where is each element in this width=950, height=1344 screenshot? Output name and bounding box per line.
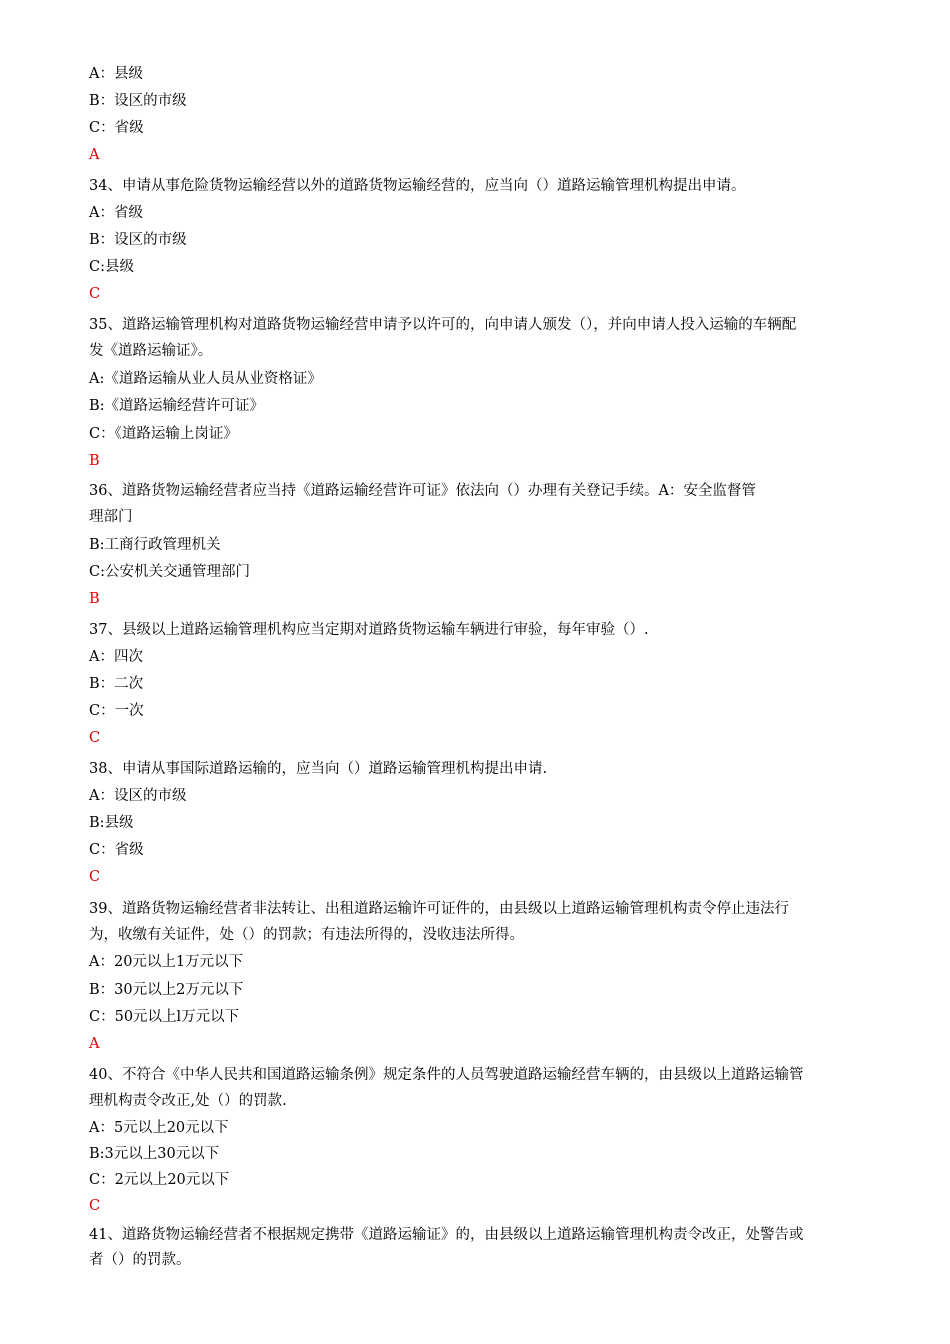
option-text: A:《道路运输从业人员从业资格证》 [89,371,322,387]
answer-text: C [89,730,101,746]
option-text: C：省级 [89,842,144,858]
answer-text: C [89,286,101,302]
option-text: C：50元以上l万元以下 [89,1009,240,1025]
option-text: B:工商行政管理机关 [89,537,221,553]
question-text: 为，收缴有关证件，处（）的罚款；有违法所得的，没收违法所得。 [89,927,524,943]
question-text: 38、申请从事国际道路运输的，应当向（）道路运输管理机构提出申请. [89,761,548,777]
answer-text: C [89,1198,101,1214]
question-text: 者（）的罚款。 [89,1252,191,1268]
option-text: B:县级 [89,815,134,831]
option-text: A：县级 [89,66,143,82]
option-text: C:公安机关交通管理部门 [89,564,250,580]
answer-text: C [89,869,101,885]
option-text: A：20元以上1万元以下 [89,954,244,970]
question-text: 36、道路货物运输经营者应当持《道路运输经营许可证》依法向（）办理有关登记手续。A：安全监督管 [89,483,756,499]
option-text: B:3元以上30元以下 [89,1146,220,1162]
question-text: 37、县级以上道路运输管理机构应当定期对道路货物运输车辆进行审验，每年审验（）. [89,622,649,638]
option-text: B:《道路运输经营许可证》 [89,398,265,414]
answer-text: B [89,591,100,607]
option-text: A：设区的市级 [89,788,187,804]
option-text: C:县级 [89,259,134,275]
answer-text: A [89,147,100,163]
answer-text: B [89,453,100,469]
question-text: 35、道路运输管理机构对道路货物运输经营申请予以许可的，向申请人颁发（），并向申请人投入运输的车辆配 [89,317,797,333]
option-text: B：设区的市级 [89,232,187,248]
option-text: A：5元以上20元以下 [89,1120,229,1136]
option-text: B：二次 [89,676,144,692]
question-text: 40、不符合《中华人民共和国道路运输条例》规定条件的人员驾驶道路运输经营车辆的，由县级以上道路运输管 [89,1067,804,1083]
option-text: B：30元以上2万元以下 [89,982,244,998]
question-text: 理机构责令改正,处（）的罚款. [89,1093,287,1109]
option-text: C：2元以上20元以下 [89,1172,230,1188]
option-text: A：省级 [89,205,143,221]
question-text: 发《道路运输证》。 [89,343,213,359]
question-text: 34、申请从事危险货物运输经营以外的道路货物运输经营的，应当向（）道路运输管理机构提出申请。 [89,178,746,194]
answer-text: A [89,1036,100,1052]
option-text: C：《道路运输上岗证》 [89,426,238,442]
question-text: 39、道路货物运输经营者非法转让、出租道路运输许可证件的，由县级以上道路运输管理机构责令停止违法行 [89,901,789,917]
question-text: 41、道路货物运输经营者不根据规定携带《道路运输证》的，由县级以上道路运输管理机构责令改正，处警告或 [89,1227,804,1243]
question-text: 理部门 [89,509,133,525]
option-text: A：四次 [89,649,143,665]
option-text: B：设区的市级 [89,93,187,109]
option-text: C：省级 [89,120,144,136]
option-text: C：一次 [89,703,144,719]
